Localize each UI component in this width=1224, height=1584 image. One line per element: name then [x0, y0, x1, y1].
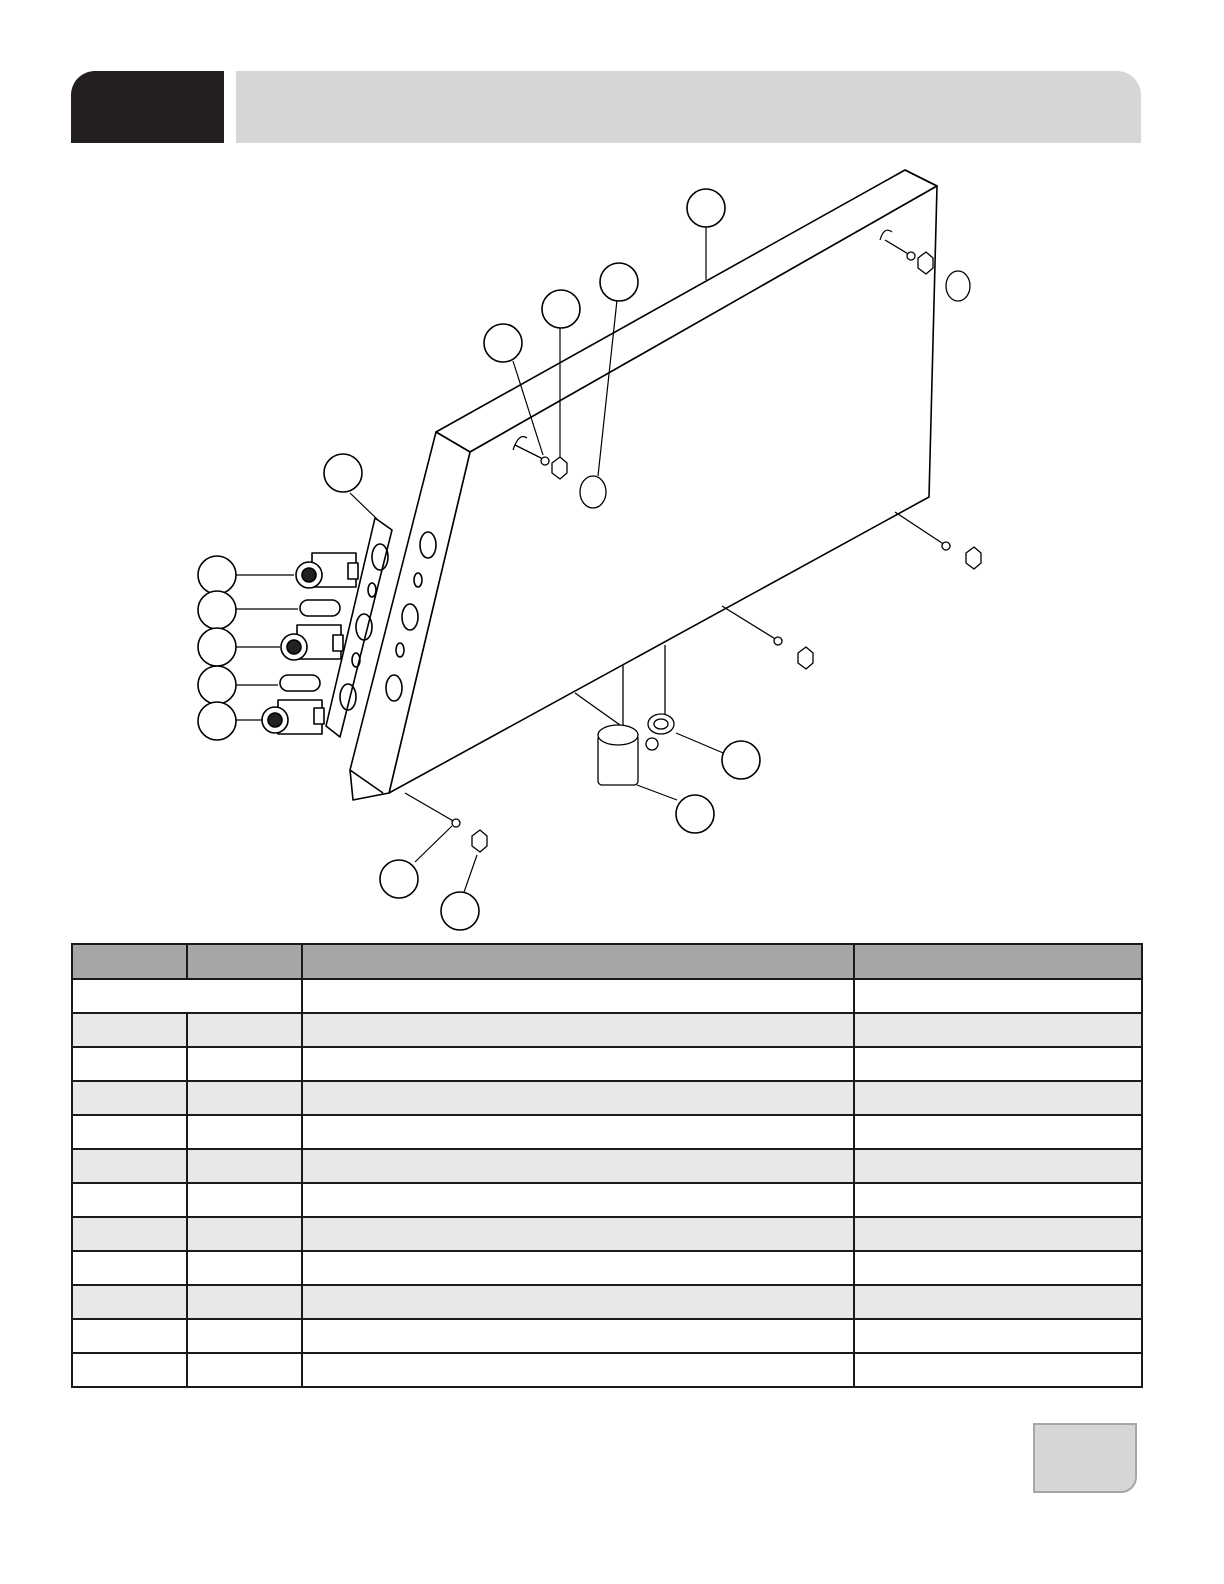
table-cell: [187, 1115, 302, 1149]
table-cell: [187, 1285, 302, 1319]
table-cell: [187, 1081, 302, 1115]
table-cell: [72, 1353, 187, 1387]
table-cell: [854, 979, 1142, 1013]
table-row: [72, 1115, 1142, 1149]
table-cell: [302, 1285, 854, 1319]
indicator-lamp-bottom: [280, 675, 320, 691]
table-cell: [187, 1319, 302, 1353]
table-cell: [854, 1081, 1142, 1115]
table-row: [72, 1047, 1142, 1081]
table-cell: [187, 1183, 302, 1217]
table-cell: [854, 1251, 1142, 1285]
column-header: [302, 944, 854, 979]
table-cell: [72, 979, 302, 1013]
push-button-bottom: [262, 700, 324, 734]
column-header: [187, 944, 302, 979]
table-cell: [302, 1217, 854, 1251]
table-row: [72, 1353, 1142, 1387]
table-cell: [854, 1183, 1142, 1217]
callout-14: [441, 892, 479, 930]
table-row: [72, 1183, 1142, 1217]
callout-5: [324, 454, 362, 492]
table-cell: [854, 1217, 1142, 1251]
table-cell: [72, 1047, 187, 1081]
table-cell: [187, 1217, 302, 1251]
table-cell: [72, 1183, 187, 1217]
callout-11: [722, 741, 760, 779]
table-row: [72, 1081, 1142, 1115]
table-cell: [187, 1013, 302, 1047]
table-cell: [187, 1353, 302, 1387]
table-row: [72, 1013, 1142, 1047]
callout-8: [198, 628, 236, 666]
table-cell: [187, 1149, 302, 1183]
table-cell: [302, 1115, 854, 1149]
table-cell: [72, 1081, 187, 1115]
callout-6: [198, 556, 236, 594]
parts-table: [71, 943, 1143, 1388]
column-header: [854, 944, 1142, 979]
table-row: [72, 979, 1142, 1013]
exploded-parts-diagram: [0, 160, 1224, 935]
callout-12: [676, 795, 714, 833]
callout-3: [542, 290, 580, 328]
table-cell: [72, 1149, 187, 1183]
table-cell: [72, 1013, 187, 1047]
enclosure-panel: [350, 170, 937, 800]
table-cell: [302, 1183, 854, 1217]
table-cell: [302, 1013, 854, 1047]
table-header-row: [72, 944, 1142, 979]
table-row: [72, 1285, 1142, 1319]
callout-10: [198, 702, 236, 740]
table-cell: [854, 1115, 1142, 1149]
callout-9: [198, 666, 236, 704]
table-cell: [302, 1149, 854, 1183]
table-cell: [854, 1353, 1142, 1387]
callout-4: [484, 324, 522, 362]
callout-7: [198, 591, 236, 629]
table-cell: [854, 1319, 1142, 1353]
table-cell: [302, 1251, 854, 1285]
table-cell: [72, 1251, 187, 1285]
table-row: [72, 1319, 1142, 1353]
callout-2: [600, 263, 638, 301]
table-cell: [302, 1319, 854, 1353]
table-cell: [302, 979, 854, 1013]
table-cell: [187, 1047, 302, 1081]
table-cell: [302, 1353, 854, 1387]
table-row: [72, 1149, 1142, 1183]
table-cell: [72, 1217, 187, 1251]
push-button-middle: [281, 625, 343, 660]
table-cell: [187, 1251, 302, 1285]
section-tab: [71, 71, 224, 143]
table-row: [72, 1251, 1142, 1285]
table-cell: [302, 1081, 854, 1115]
table-cell: [72, 1285, 187, 1319]
table-cell: [854, 1047, 1142, 1081]
table-cell: [72, 1115, 187, 1149]
callout-1: [687, 189, 725, 227]
table-cell: [72, 1319, 187, 1353]
table-cell: [854, 1149, 1142, 1183]
indicator-lamp-top: [300, 600, 340, 616]
callout-13: [380, 860, 418, 898]
table-cell: [854, 1285, 1142, 1319]
page-number-tab: [1033, 1423, 1137, 1493]
table-row: [72, 1217, 1142, 1251]
push-button-top: [296, 553, 358, 588]
column-header: [72, 944, 187, 979]
table-cell: [302, 1047, 854, 1081]
section-title-bar: [236, 71, 1141, 143]
table-cell: [854, 1013, 1142, 1047]
